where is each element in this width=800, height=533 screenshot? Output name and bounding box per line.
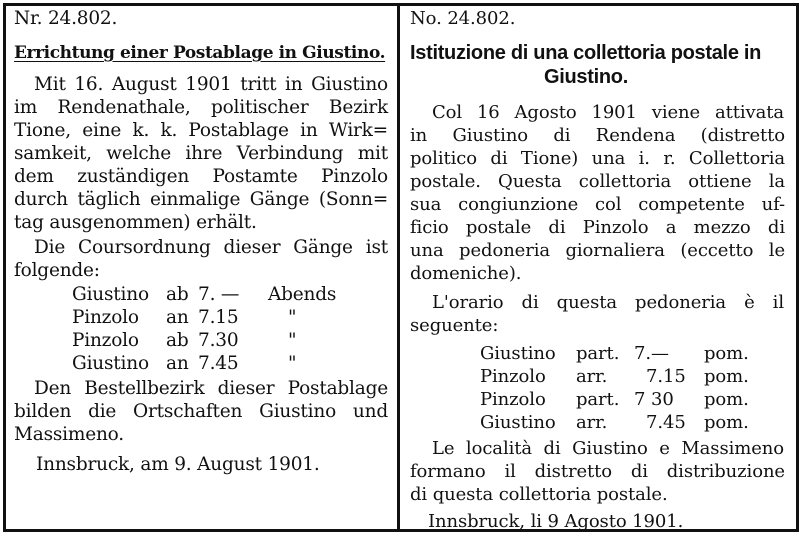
italian-title-line: Istituzione di una collettoria postale in: [410, 42, 762, 64]
schedule-dir: ab: [166, 284, 189, 305]
german-closing: Innsbruck, am 9. August 1901.: [36, 454, 320, 475]
schedule-time: 7.—: [634, 343, 669, 364]
italian-number: No. 24.802.: [410, 8, 516, 29]
schedule-place: Pinzolo: [480, 389, 546, 410]
italian-para1-line: ficio postale di Pinzolo a mezzo di: [410, 217, 785, 238]
italian-para2-line: seguente:: [410, 315, 499, 336]
schedule-dir: arr.: [576, 412, 608, 433]
schedule-time: 7. —: [198, 284, 240, 305]
schedule-place: Giustino: [480, 412, 556, 433]
italian-para1-line: una pedoneria giornaliera (eccetto le: [410, 240, 785, 261]
schedule-note: pom.: [704, 366, 749, 387]
schedule-time: 7.45: [198, 353, 239, 374]
italian-para1-line: politico di Tione) una i. r. Collettoria: [410, 148, 785, 169]
german-title: Errichtung einer Postablage in Giustino.: [14, 43, 386, 63]
schedule-place: Pinzolo: [72, 330, 139, 351]
schedule-dir: part.: [576, 343, 620, 364]
schedule-note: ": [288, 307, 297, 328]
german-para1-line: samkeit, welche ihre Verbindung mit: [14, 143, 388, 164]
german-para1-line: dem zuständigen Postamte Pinzolo: [14, 166, 388, 187]
schedule-time: 7.45: [646, 412, 686, 433]
schedule-note: pom.: [704, 343, 749, 364]
schedule-time: 7 30: [634, 389, 674, 410]
schedule-place: Giustino: [480, 343, 556, 364]
column-divider: [397, 3, 400, 529]
german-number: Nr. 24.802.: [14, 8, 118, 29]
german-para2-line: Die Coursordnung dieser Gänge ist: [34, 237, 388, 258]
schedule-dir: an: [166, 307, 189, 328]
schedule-time: 7.15: [198, 307, 239, 328]
schedule-place: Pinzolo: [72, 307, 139, 328]
schedule-place: Giustino: [72, 284, 149, 305]
german-para1-line: durch täglich einmalige Gänge (Sonn=: [14, 189, 388, 210]
italian-closing: Innsbruck, li 9 Agosto 1901.: [428, 511, 684, 532]
german-para1-line: tag ausgenommen) erhält.: [14, 212, 257, 233]
schedule-note: ": [288, 330, 297, 351]
german-para1-line: im Rendenathale, politischer Bezirk: [14, 97, 388, 118]
schedule-note: ": [288, 353, 297, 374]
schedule-place: Giustino: [72, 353, 149, 374]
italian-para3-line: Le località di Giustino e Massimeno: [432, 438, 784, 459]
italian-para1-line: Col 16 Agosto 1901 viene attivata: [432, 102, 784, 123]
italian-para3-line: di questa collettoria postale.: [410, 484, 668, 505]
schedule-dir: an: [166, 353, 189, 374]
italian-para1-line: postale. Questa collettoria ottiene la: [410, 171, 785, 192]
italian-para1-line: sua congiunzione col competente uf-: [410, 194, 785, 215]
schedule-dir: part.: [576, 389, 620, 410]
german-para2-line: folgende:: [14, 260, 100, 281]
italian-para2-line: L'orario di questa pedoneria è il: [432, 292, 784, 313]
german-para3-line: Massimeno.: [14, 424, 124, 445]
italian-para1-line: domeniche).: [410, 263, 522, 284]
schedule-time: 7.15: [646, 366, 686, 387]
schedule-place: Pinzolo: [480, 366, 546, 387]
schedule-dir: ab: [166, 330, 189, 351]
german-para1-line: Mit 16. August 1901 tritt in Giustino: [34, 74, 388, 95]
german-para3-line: Den Bestellbezirk dieser Postablage: [34, 378, 388, 399]
german-para1-line: Tione, eine k. k. Postablage in Wirk=: [14, 120, 388, 141]
german-para3-line: bilden die Ortschaften Giustino und: [14, 401, 388, 422]
schedule-time: 7.30: [198, 330, 239, 351]
schedule-note: Abends: [268, 284, 337, 305]
italian-para1-line: in Giustino di Rendena (distretto: [410, 125, 785, 146]
schedule-note: pom.: [704, 412, 749, 433]
schedule-dir: arr.: [576, 366, 608, 387]
italian-para3-line: formano il distretto di distribuzione: [410, 461, 785, 482]
schedule-note: pom.: [704, 389, 749, 410]
italian-title-line: Giustino.: [544, 66, 628, 88]
